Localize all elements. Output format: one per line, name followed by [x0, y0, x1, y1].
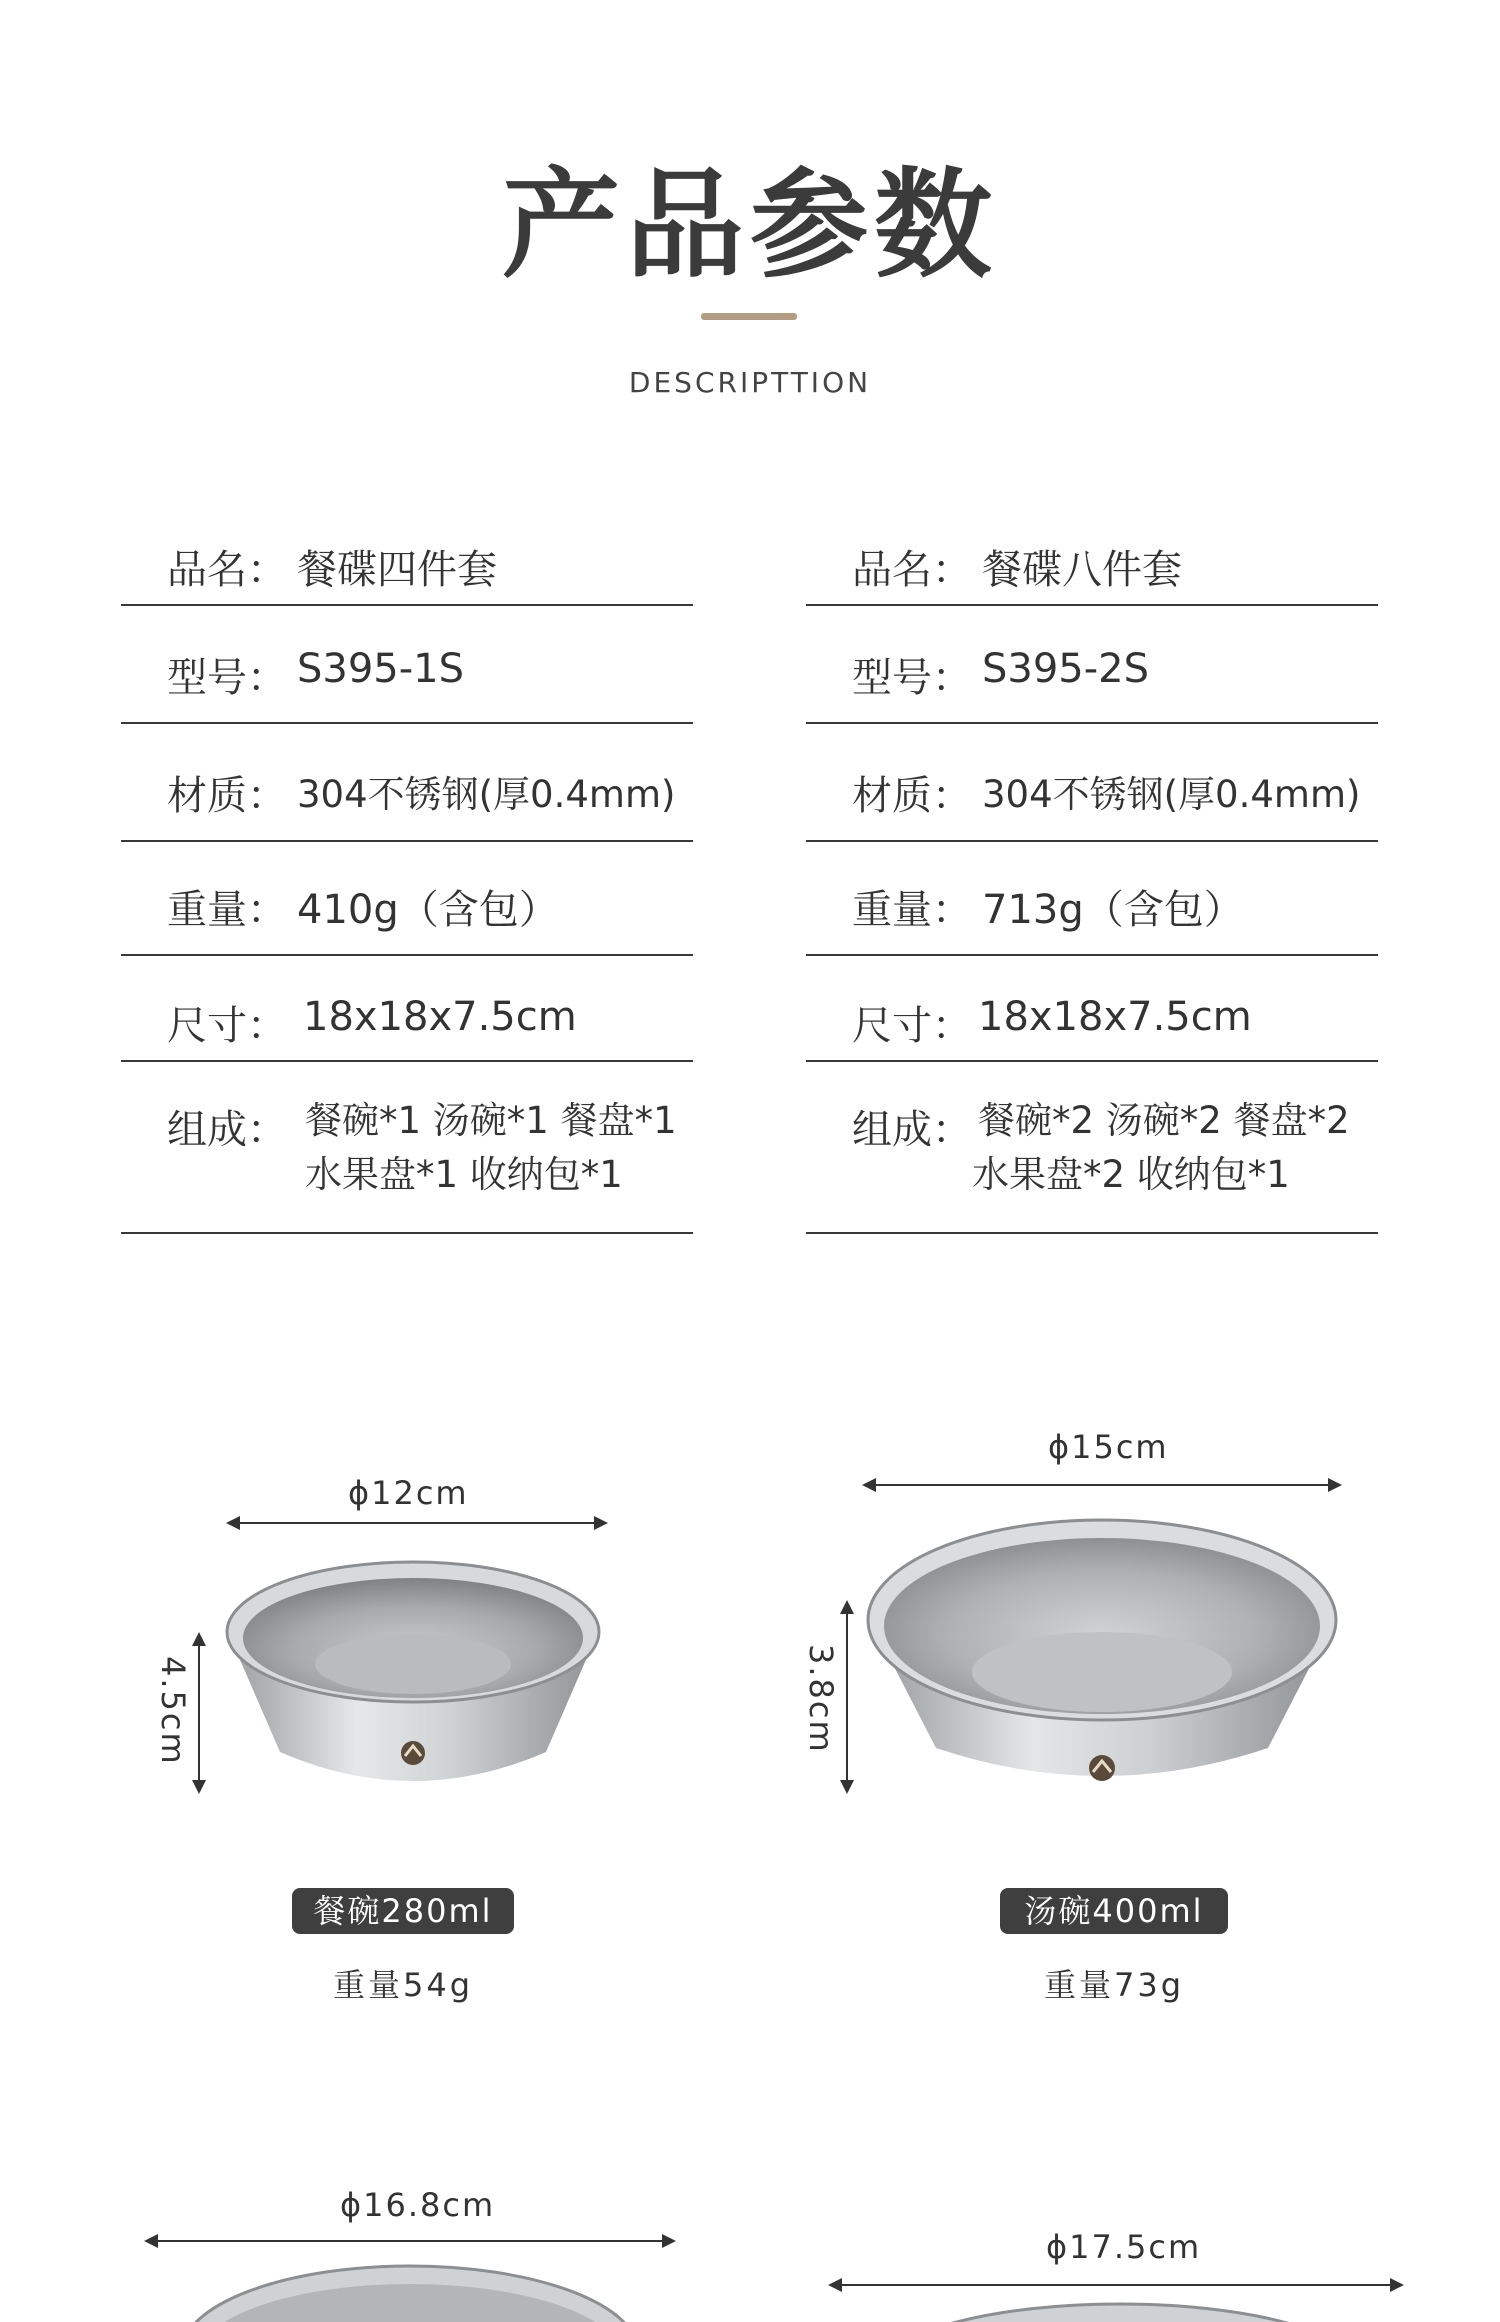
spec-label: 重量： [167, 887, 287, 933]
plate-image [180, 2262, 640, 2322]
spec-value-line1: 餐碗*2 汤碗*2 餐盘*2 [978, 1099, 1350, 1142]
rice-bowl-badge: 餐碗280ml [292, 1888, 514, 1934]
spec-row-model [806, 606, 1378, 724]
spec-row-composition [121, 1062, 693, 1234]
spec-label: 组成： [852, 1107, 972, 1153]
spec-label: 型号： [852, 655, 972, 701]
title-accent-bar [701, 313, 797, 320]
spec-value: 304不锈钢(厚0.4mm) [297, 773, 676, 816]
spec-value: 410g（含包） [297, 887, 559, 933]
spec-value: 18x18x7.5cm [303, 994, 577, 1040]
spec-label: 型号： [167, 655, 287, 701]
diameter-label: ϕ12cm [348, 1474, 469, 1512]
height-label: 3.8cm [802, 1644, 840, 1754]
spec-label: 品名： [852, 547, 972, 593]
spec-row-weight [121, 842, 693, 956]
spec-value-line2: 水果盘*2 收纳包*1 [972, 1153, 1290, 1196]
rice-bowl-weight: 重量54g [332, 1966, 474, 2004]
spec-row-name [806, 510, 1378, 606]
height-arrow [198, 1634, 200, 1792]
page-title: 产品参数 [501, 156, 998, 294]
spec-value: 餐碟四件套 [297, 547, 497, 593]
spec-value: S395-2S [982, 646, 1150, 692]
spec-label: 尺寸： [167, 1003, 287, 1049]
page-subtitle: DESCRIPTTION [628, 366, 872, 399]
spec-label: 尺寸： [852, 1003, 972, 1049]
spec-label: 重量： [852, 887, 972, 933]
diameter-arrow [146, 2240, 674, 2242]
spec-row-material [121, 724, 693, 842]
spec-label: 材质： [852, 773, 972, 819]
diameter-label: ϕ17.5cm [1046, 2228, 1202, 2266]
spec-value: 18x18x7.5cm [978, 994, 1252, 1040]
spec-value-line1: 餐碗*1 汤碗*1 餐盘*1 [305, 1099, 677, 1142]
soup-bowl-weight: 重量73g [1043, 1966, 1185, 2004]
diameter-arrow [864, 1484, 1340, 1486]
spec-row-material [806, 724, 1378, 842]
soup-bowl-image [864, 1504, 1340, 1794]
spec-label: 品名： [167, 547, 287, 593]
spec-label: 材质： [167, 773, 287, 819]
spec-row-model [121, 606, 693, 724]
spec-value: 713g（含包） [982, 887, 1244, 933]
height-arrow [846, 1602, 848, 1792]
fruit-plate-image [880, 2300, 1360, 2322]
diameter-arrow [228, 1522, 606, 1524]
soup-bowl-badge: 汤碗400ml [1000, 1888, 1228, 1934]
spec-value-line2: 水果盘*1 收纳包*1 [305, 1153, 623, 1196]
spec-value: 304不锈钢(厚0.4mm) [982, 773, 1361, 816]
spec-row-weight [806, 842, 1378, 956]
diameter-label: ϕ15cm [1048, 1428, 1169, 1466]
spec-value: 餐碟八件套 [982, 547, 1182, 593]
spec-value: S395-1S [297, 646, 465, 692]
rice-bowl-image [222, 1540, 604, 1794]
spec-row-size [121, 956, 693, 1062]
spec-row-name [121, 510, 693, 606]
spec-row-composition [806, 1062, 1378, 1234]
spec-label: 组成： [167, 1107, 287, 1153]
diameter-label: ϕ16.8cm [340, 2186, 496, 2224]
diameter-arrow [830, 2284, 1402, 2286]
spec-row-size [806, 956, 1378, 1062]
height-label: 4.5cm [154, 1656, 192, 1766]
